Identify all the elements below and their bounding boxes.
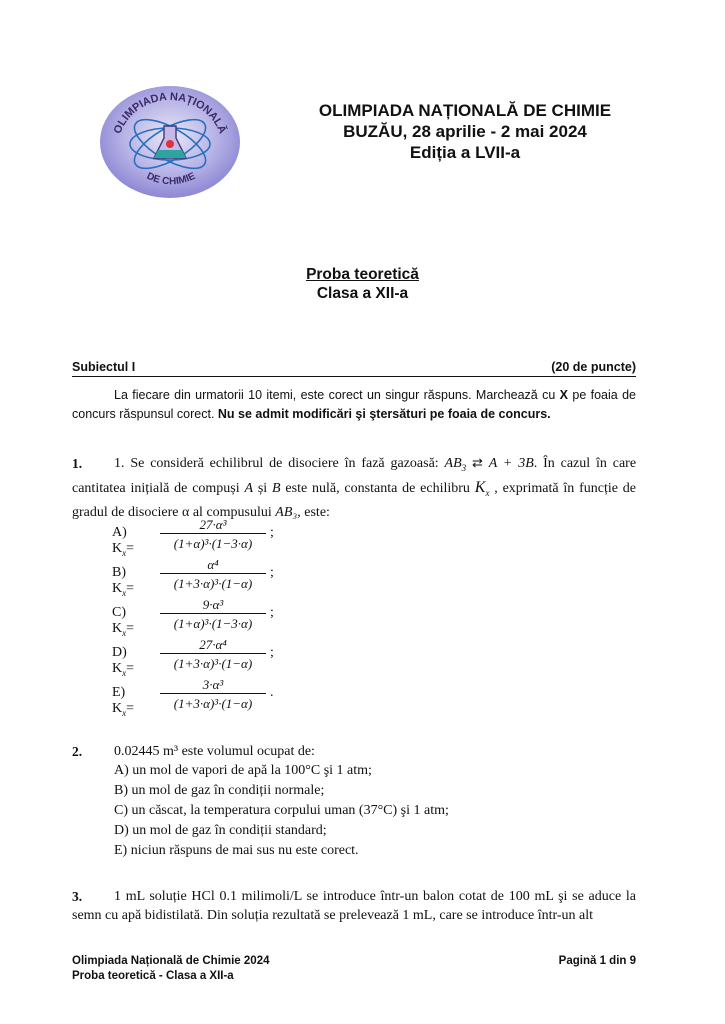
footer-page-number: Pagină 1 din 9 <box>558 955 636 967</box>
svg-text:OLIMPIADA NAȚIONALĂ: OLIMPIADA NAȚIONALĂ <box>111 90 229 136</box>
q3-number: 3. <box>72 889 83 904</box>
q2-option-d[interactable]: D) un mol de gaz în condiții standard; <box>114 823 327 838</box>
footer-left-line2: Proba teoretică - Clasa a XII-a <box>72 970 234 982</box>
footer-left-line1: Olimpiada Națională de Chimie 2024 <box>72 955 270 967</box>
subject-title: Subiectul I <box>72 360 136 374</box>
subject-points: (20 de puncte) <box>551 360 636 374</box>
q2-text: 0.02445 m³ este volumul ocupat de: <box>114 744 315 759</box>
q1-text: 1. Se consideră echilibrul de disociere în fază gazoasă: $AB_3$ ⇄ A + 3B. În cazul în care cantitatea inițială de compuși A și B este nulă, constanta de echilibru $K_x$ , exprimată în funcție de gradul de disociere α al compusului AB₃, este: <box>72 455 637 520</box>
subject-heading <box>72 360 636 377</box>
q3-text: 1 mL soluție HCl 0.1 milimoli/L se introduce într-un balon cotat de 100 mL şi se aduce la semn cu apă bidistilată. Din soluția rezultată se prelevează 1 mL, care se introduce într-un alt <box>72 889 636 923</box>
proba-clasa: Clasa a XII-a <box>316 285 409 302</box>
q2-option-c[interactable]: C) un căscat, la temperatura corpului uman (37°C) şi 1 atm; <box>114 803 449 818</box>
header-title-line3: Ediția a LVII-a <box>409 143 521 162</box>
q2-option-b[interactable]: B) un mol de gaz în condiții normale; <box>114 783 325 798</box>
olympiad-logo <box>96 82 244 200</box>
q1-number: 1. <box>72 456 83 471</box>
proba-title: Proba teoretică <box>306 266 419 283</box>
equilibrium-arrow-icon: ⇄ <box>472 455 483 470</box>
subject-instructions: La fiecare din urmatorii 10 itemi, este corect un singur răspuns. Marchează cu X pe foaia de concurs răspunsul corect. Nu se admit modificări şi ştersături pe foaia de concurs. <box>72 388 636 421</box>
q2-option-a[interactable]: A) un mol de vapori de apă la 100°C şi 1 atm; <box>114 763 372 778</box>
header-title-line2: BUZĂU, 28 aprilie - 2 mai 2024 <box>343 122 587 141</box>
q2-option-e[interactable]: E) niciun răspuns de mai sus nu este corect. <box>114 843 359 858</box>
header-title-line1: OLIMPIADA NAȚIONALĂ DE CHIMIE <box>318 101 612 120</box>
svg-text:DE CHIMIE: DE CHIMIE <box>144 170 198 188</box>
q2-number: 2. <box>72 744 83 759</box>
